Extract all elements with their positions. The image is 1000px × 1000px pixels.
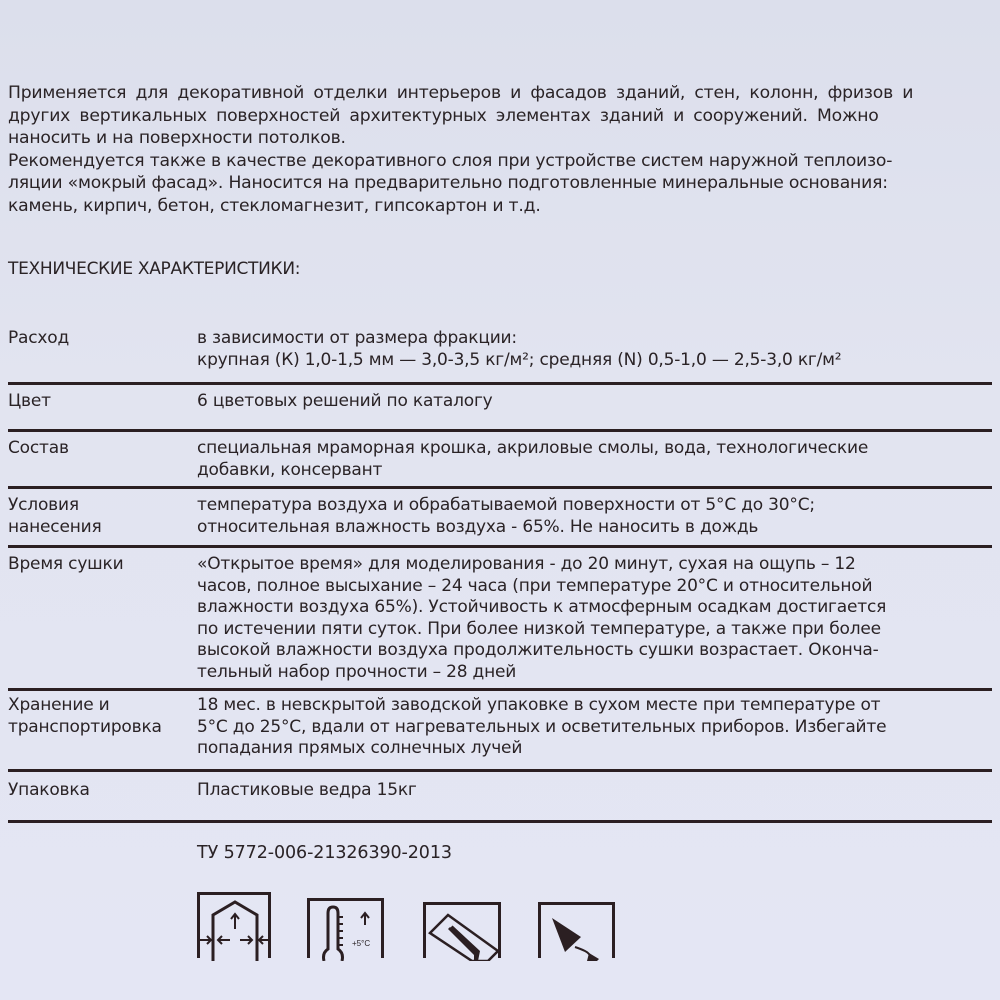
tech-section-title: ТЕХНИЧЕСКИЕ ХАРАКТЕРИСТИКИ: — [8, 259, 301, 279]
row-label-line: Время сушки — [8, 554, 124, 574]
row-label-line: транспортировка — [8, 716, 162, 737]
row-value — [197, 391, 992, 429]
row-value-line: крупная (К) 1,0-1,5 мм — 3,0-3,5 кг/м²; средняя (N) 0,5-1,0 — 2,5-3,0 кг/м² — [197, 349, 842, 370]
intro-line: наносить и на поверхности потолков. — [8, 128, 346, 148]
row-label-line: Состав — [8, 438, 69, 458]
row-label — [8, 391, 197, 429]
intro-line: других вертикальных поверхностей архитектурных элементах зданий и сооружений. Можно — [8, 105, 879, 126]
row-value — [197, 780, 992, 820]
row-value-line: добавки, консервант — [197, 459, 383, 480]
row-value-line: относительная влажность воздуха - 65%. Не наносить в дождь — [197, 516, 759, 537]
row-label-line: Упаковка — [8, 780, 90, 800]
tech-row-application-conditions — [8, 489, 992, 548]
temperature-label: +5°C — [352, 939, 371, 948]
intro-line: Применяется для декоративной отделки интерьеров и фасадов зданий, стен, колонн, фризов и — [8, 83, 914, 103]
row-value — [197, 695, 992, 769]
usage-icons — [197, 892, 617, 962]
row-value-line: 6 цветовых решений по каталогу — [197, 391, 493, 411]
tech-table — [8, 328, 992, 823]
tech-row-drying-time — [8, 548, 992, 691]
row-label — [8, 554, 197, 688]
row-value-line: «Открытое время» для моделирования - до 20 минут, сухая на ощупь – 12 — [197, 554, 856, 574]
row-value — [197, 495, 992, 545]
tech-row-storage-transport — [8, 691, 992, 772]
row-label-line: Условия — [8, 495, 79, 515]
row-label — [8, 495, 197, 545]
row-value — [197, 554, 992, 688]
row-value-line: 5°С до 25°С, вдали от нагревательных и осветительных приборов. Избегайте — [197, 716, 887, 737]
row-label-line: Цвет — [8, 391, 51, 411]
row-value-line: в зависимости от размера фракции: — [197, 328, 517, 348]
row-value-line: температура воздуха и обрабатываемой поверхности от 5°С до 30°С; — [197, 495, 815, 515]
row-label — [8, 780, 197, 820]
row-value-line: специальная мраморная крошка, акриловые смолы, вода, технологические — [197, 438, 869, 458]
row-value-line: влажности воздуха 65%). Устойчивость к атмосферным осадкам достигается — [197, 597, 887, 617]
row-value-line: высокой влажности воздуха продолжительность сушки возрастает. Оконча- — [197, 640, 879, 660]
row-value-line: попадания прямых солнечных лучей — [197, 738, 523, 758]
spec-code: ТУ 5772-006-21326390-2013 — [197, 843, 452, 863]
row-label-line: нанесения — [8, 516, 102, 537]
trowel-icon — [538, 902, 615, 958]
row-label — [8, 328, 197, 382]
row-label-line: Расход — [8, 328, 70, 348]
tech-row-composition — [8, 432, 992, 489]
trowel-float-icon — [423, 902, 501, 958]
intro-line: ляции «мокрый фасад». Наносится на предварительно подготовленные минеральные основания: — [8, 173, 888, 193]
tech-row-color — [8, 385, 992, 432]
row-label — [8, 438, 197, 486]
interior-exterior-icon — [197, 892, 271, 958]
row-value — [197, 438, 992, 486]
row-value-line: часов, полное высыхание – 24 часа (при температуре 20°С и относительной — [197, 575, 873, 596]
row-value-line: по истечении пяти суток. При более низкой температуре, а также при более — [197, 618, 881, 639]
row-value-line: 18 мес. в невскрытой заводской упаковке в сухом месте при температуре от — [197, 695, 881, 715]
tech-row-consumption — [8, 328, 992, 385]
row-label — [8, 695, 197, 769]
row-value — [197, 328, 992, 382]
row-value-line: тельный набор прочности – 28 дней — [197, 661, 517, 682]
row-value-line: Пластиковые ведра 15кг — [197, 780, 417, 800]
intro-line: камень, кирпич, бетон, стекломагнезит, гипсокартон и т.д. — [8, 195, 541, 216]
row-label-line: Хранение и — [8, 695, 110, 715]
intro-line: Рекомендуется также в качестве декоративного слоя при устройстве систем наружной теплоизо- — [8, 150, 893, 171]
temperature-icon — [307, 898, 384, 958]
tech-row-packaging — [8, 772, 992, 823]
intro-text — [8, 82, 996, 217]
